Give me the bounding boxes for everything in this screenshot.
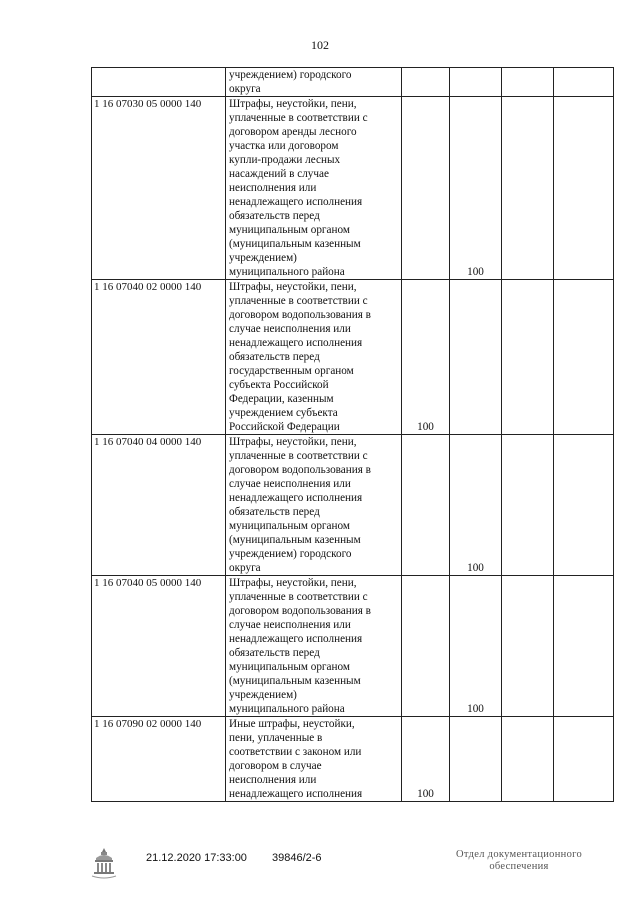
percent-cell-4 xyxy=(554,280,614,435)
description-line: уплаченные в соответствии с xyxy=(229,450,368,462)
percent-cell-1 xyxy=(402,68,450,97)
description-line: случае неисполнения или xyxy=(229,619,351,631)
description-line: муниципальным органом xyxy=(229,661,350,673)
description-line: учреждением) xyxy=(229,689,297,701)
description-line: обязательств перед xyxy=(229,506,320,518)
percent-cell-4 xyxy=(554,97,614,280)
table-row xyxy=(92,576,614,717)
registration-number: 39846/2-6 xyxy=(272,852,322,864)
table-row xyxy=(92,68,614,97)
description-line: договором аренды лесного xyxy=(229,126,357,138)
percent-cell-3 xyxy=(502,280,554,435)
emblem-seal-icon xyxy=(90,846,118,880)
table-row xyxy=(92,435,614,576)
percent-cell-3 xyxy=(502,576,554,717)
description-line: купли-продажи лесных xyxy=(229,154,341,166)
description-line: насаждений в случае xyxy=(229,168,329,180)
percent-cell-2 xyxy=(450,717,502,802)
percent-cell-1 xyxy=(402,97,450,280)
department-name: Отдел документационного xyxy=(455,849,583,860)
description-line: ненадлежащего исполнения xyxy=(229,337,363,349)
budget-code-cell xyxy=(92,68,226,97)
description-line: государственным органом xyxy=(229,365,354,377)
percent-cell-3 xyxy=(502,435,554,576)
description-line: случае неисполнения или xyxy=(229,323,351,335)
description-line: Штрафы, неустойки, пени, xyxy=(229,98,357,110)
description-cell xyxy=(226,717,402,802)
description-line: муниципальным органом xyxy=(229,224,350,236)
description-line: участка или договором xyxy=(229,140,339,152)
budget-code-cell: 1 16 07040 05 0000 140 xyxy=(92,576,226,717)
description-cell xyxy=(226,576,402,717)
description-line: муниципальным органом xyxy=(229,520,350,532)
description-line: учреждением) городского xyxy=(229,69,352,81)
description-line: ненадлежащего исполнения xyxy=(229,492,363,504)
description-line: уплаченные в соответствии с xyxy=(229,112,368,124)
page-footer xyxy=(0,846,640,896)
description-line: муниципального района xyxy=(229,703,345,715)
percent-cell-3 xyxy=(502,97,554,280)
table-row xyxy=(92,280,614,435)
description-line: (муниципальным казенным xyxy=(229,238,361,250)
description-line: Иные штрафы, неустойки, xyxy=(229,718,355,730)
table-row xyxy=(92,97,614,280)
description-line: Федерации, казенным xyxy=(229,393,334,405)
description-cell xyxy=(226,435,402,576)
description-line: соответствии с законом или xyxy=(229,746,362,758)
budget-code-cell: 1 16 07090 02 0000 140 xyxy=(92,717,226,802)
percent-cell-4 xyxy=(554,68,614,97)
description-line: ненадлежащего исполнения xyxy=(229,196,363,208)
description-line: Российской Федерации xyxy=(229,421,340,433)
description-line: случае неисполнения или xyxy=(229,478,351,490)
description-line: Штрафы, неустойки, пени, xyxy=(229,436,357,448)
description-line: пени, уплаченные в xyxy=(229,732,323,744)
description-cell xyxy=(226,68,402,97)
percent-cell-3 xyxy=(502,717,554,802)
registration-timestamp: 21.12.2020 17:33:00 xyxy=(146,852,247,864)
description-line: учреждением субъекта xyxy=(229,407,338,419)
description-line: учреждением) xyxy=(229,252,297,264)
description-line: договором в случае xyxy=(229,760,322,772)
department-stamp xyxy=(448,849,590,873)
description-line: округа xyxy=(229,83,261,95)
description-line: ненадлежащего исполнения xyxy=(229,633,363,645)
percent-cell-2 xyxy=(450,68,502,97)
budget-code-cell: 1 16 07030 05 0000 140 xyxy=(92,97,226,280)
description-line: обязательств перед xyxy=(229,647,320,659)
percent-cell-2 xyxy=(450,280,502,435)
description-line: муниципального района xyxy=(229,266,345,278)
table-row xyxy=(92,717,614,802)
description-cell xyxy=(226,97,402,280)
percent-cell-4 xyxy=(554,435,614,576)
description-line: договором водопользования в xyxy=(229,309,371,321)
description-line: Штрафы, неустойки, пени, xyxy=(229,281,357,293)
description-line: ненадлежащего исполнения xyxy=(229,788,363,800)
percent-cell-3 xyxy=(502,68,554,97)
department-subname: обеспечения xyxy=(489,861,549,872)
percent-cell-1: 100 xyxy=(402,717,450,802)
description-line: округа xyxy=(229,562,261,574)
description-line: уплаченные в соответствии с xyxy=(229,591,368,603)
description-line: (муниципальным казенным xyxy=(229,534,361,546)
description-line: уплаченные в соответствии с xyxy=(229,295,368,307)
percent-cell-1 xyxy=(402,576,450,717)
revenue-table xyxy=(91,67,614,802)
description-line: субъекта Российской xyxy=(229,379,329,391)
description-line: неисполнения или xyxy=(229,774,317,786)
percent-cell-2: 100 xyxy=(450,576,502,717)
percent-cell-1 xyxy=(402,435,450,576)
percent-cell-1: 100 xyxy=(402,280,450,435)
description-line: учреждением) городского xyxy=(229,548,352,560)
percent-cell-4 xyxy=(554,576,614,717)
page-number: 102 xyxy=(311,38,329,52)
description-line: обязательств перед xyxy=(229,351,320,363)
description-line: договором водопользования в xyxy=(229,464,371,476)
description-line: обязательств перед xyxy=(229,210,320,222)
budget-code-cell: 1 16 07040 04 0000 140 xyxy=(92,435,226,576)
description-line: неисполнения или xyxy=(229,182,317,194)
percent-cell-2: 100 xyxy=(450,435,502,576)
description-cell xyxy=(226,280,402,435)
budget-code-cell: 1 16 07040 02 0000 140 xyxy=(92,280,226,435)
description-line: (муниципальным казенным xyxy=(229,675,361,687)
description-line: Штрафы, неустойки, пени, xyxy=(229,577,357,589)
percent-cell-2: 100 xyxy=(450,97,502,280)
description-line: договором водопользования в xyxy=(229,605,371,617)
percent-cell-4 xyxy=(554,717,614,802)
